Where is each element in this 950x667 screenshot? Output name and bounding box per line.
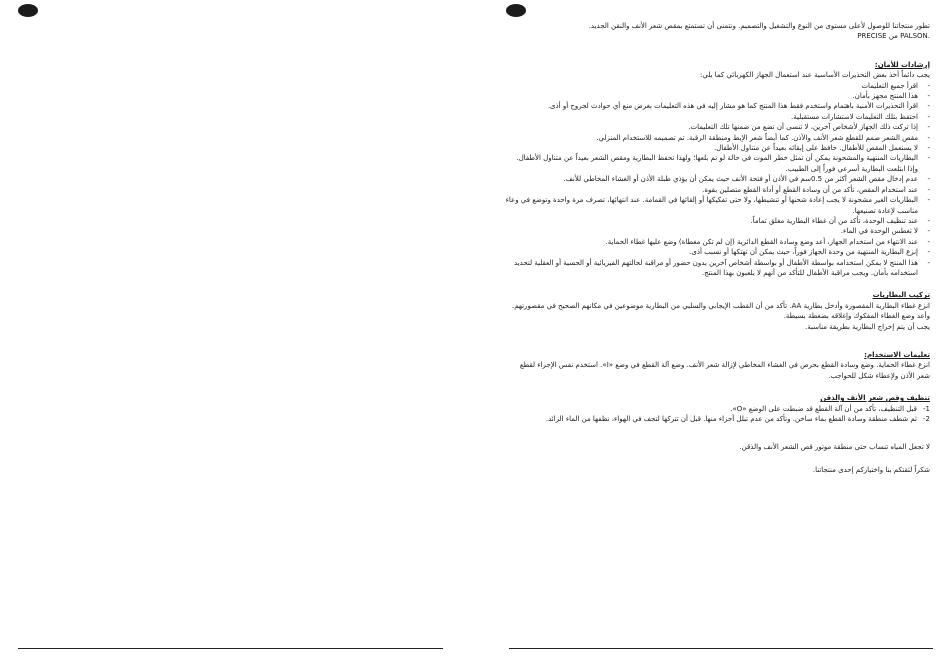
battery-line: يجب أن يتم إخراج البطارية بطريقة مناسبة.	[805, 322, 930, 331]
cleaning-note: لا تجعل المياه تنساب حتى منطقة موتور قص الشعر الأنف والذقن.	[739, 443, 930, 452]
cleaning-steps	[505, 404, 930, 425]
safety-item: - عند استخدام المقص، تأكد من أن وسادة القطع أو أداة القطع متصلين بقوة.	[505, 185, 930, 195]
safety-item: - لا يستعمل المقص للأطفال. حافظ على إبقائه بعيداً عن متناول الأطفال.	[505, 143, 930, 153]
page-marker-left	[18, 4, 38, 17]
cleaning-heading: تنظيف وقص شعر الأنف والذقن	[820, 394, 930, 403]
safety-item: - مقص الشعر صمم للقطع شعر الأنف والأذن. كما أيضاً شعر الإبط ومنطقة الرقبة. تم تصميمه للاستخدام المنزلي.	[505, 133, 930, 143]
cleaning-step-number: 2-	[923, 415, 930, 423]
footer-rule-left	[18, 648, 443, 649]
closing-text: شكراً لثقتكم بنا واختياركم إحدى منتجاتنا.	[812, 465, 930, 474]
usage-heading: تعليمات الاستخدام:	[864, 350, 930, 359]
intro-brand-line: PRECISE من PALSON.	[857, 32, 930, 41]
safety-item: - عدم إدخال مقص الشعر أكثر من 0.5سم في الأذن أو فتحة الأنف حيث يمكن أن يؤذي طبلة الأذن أو الغشاء المخاطي للأنف.	[505, 174, 930, 184]
cleaning-step	[505, 414, 930, 424]
safety-item: - هذا المنتج لا يمكن استخدامه بواسطة الأطفال أو بواسطة أشخاص آخرين بدون حضور أو مراقبة لحالتهم الفيزيائية أو الحسية أو العقلية لتحديد استخدامه بأمان. ويجب مراقبة الأطفال للتأكد من أنهم لا يلعبون بهذا المنتج.	[505, 258, 930, 279]
cleaning-step-number: 1-	[923, 404, 930, 413]
safety-item: - عند الانتهاء من استخدام الجهاز، أعد وضع وسادة القطع الدائرية (إن لم تكن مغطاة) وضع عليها غطاء الحماية.	[505, 237, 930, 247]
safety-item: - عند تنظيف الوحدة، تأكد من أن غطاء البطارية مغلق تماماً.	[505, 216, 930, 226]
usage-text: انزع غطاء الحماية. وضع وسادة القطع بحرص في الغشاء المخاطي لإزالة شعر الأنف. وضع آلة القطع في وضع «I». استخدم نفس الإجراء لقطع شعر الأذن ولإعطاء شكل للحواجب.	[519, 361, 930, 380]
safety-heading: إرشادات للأمان:	[874, 60, 930, 69]
manual-text-column	[505, 21, 930, 475]
intro-line: تطور منتجاتنا للوصول لأعلى مستوى من النوع والتشغيل والتصميم. ونتمنى أن تستمتع بمقص شعر الأنف والنقن الجديد.	[588, 22, 930, 30]
safety-item: - اقرأ جميع التعليمات	[505, 81, 930, 91]
cleaning-step	[505, 404, 930, 414]
cleaning-step-text: قبل التنظيف، تأكد من أن آلة القطع قد ضبطت على الوضع «O».	[730, 404, 917, 413]
safety-item: - إذا تركت ذلك الجهاز لأشخاص آخرين، لا تنسى أن تضع من ضمنها تلك التعليمات.	[505, 122, 930, 132]
footer-rule-right	[509, 648, 933, 649]
safety-list	[505, 81, 930, 279]
battery-heading: تركيب البطاريات	[872, 291, 930, 300]
safety-item: - لا تغطس الوحدة في الماء.	[505, 226, 930, 236]
safety-item: - إنزع البطارية المنتهية من وحدة الجهاز فوراً، حيث يمكن أن تهتكها أو تسبب أذى.	[505, 247, 930, 257]
safety-item: - البطاريات الغير مشحونة لا يجب إعادة شحنها أو تنشيطها، ولا حتى تفكيكها أو إلقائها في القمامة. عند انتهائها، تصرف مرة واحدة وتوضع في وعاء مناسب لإعادة تصنيعها.	[505, 195, 930, 216]
safety-item: - اقرأ التحذيرات الأمنية باهتمام واستخدم فقط هذا المنتج كما هو مشار إليه في هذه التعليمات بغرض منع أي حوادث لجروح أو أذى.	[505, 101, 930, 111]
safety-item: - هذا المنتج مجهز بأمان.	[505, 91, 930, 101]
cleaning-step-text: ثم شطف منطقة وسادة القطع بماء ساخن. وتأكد من عدم تبلل أجزاء منها. قبل أن تتركها لتجف في الهواء، نظفها من الماء الزائد.	[545, 415, 917, 423]
battery-line: وأعد وضع الغطاء المفكوك وإغلاقه بضغطة بسيطة.	[783, 312, 930, 321]
safety-item: - البطاريات المنتهية والمشحونة يمكن أن تمثل خطر الموت في حالة لو تم بلعها؛ ولهذا تحفظ البطارية ومقص الشعر بعيداً عن متناول الأطفال. وإذا ابتلعت البطارية أسرعي فوراً إلى الطبيب.	[505, 153, 930, 174]
battery-line: انزع غطاء البطارية المقصورة وأدخل بطارية AA. تأكد من أن القطب الإيجابي والسلبي من البطارية موضوعين في مكانهم الصحيح في مقصورتهم.	[512, 301, 930, 310]
safety-lead: يجب دائماً أخذ بعض التحذيرات الأساسية عند استعمال الجهاز الكهربائي كما يلي:	[700, 71, 930, 80]
safety-item: - احتفظ بتلك التعليمات لاستشارات مستقبلية.	[505, 112, 930, 122]
page-marker-right	[506, 4, 526, 17]
